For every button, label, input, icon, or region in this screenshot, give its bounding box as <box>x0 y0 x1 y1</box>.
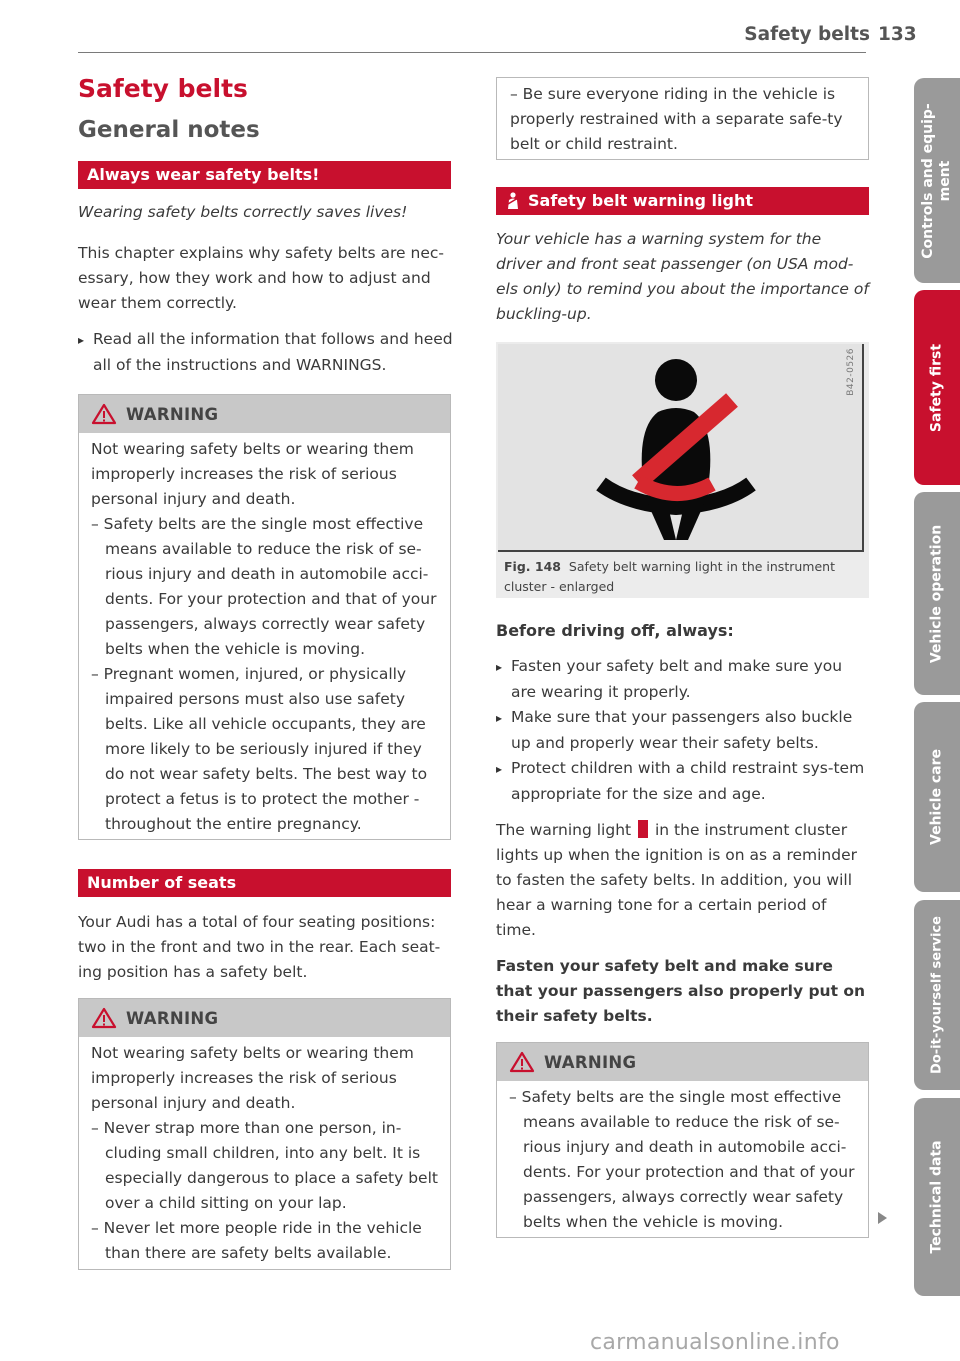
warning-item: – Never let more people ride in the vehicle than there are safety belts available. <box>91 1219 422 1262</box>
warning-box-2 <box>78 998 451 1270</box>
figure-image-panel <box>498 344 864 552</box>
before-driving-subhead: Before driving off, always: <box>496 621 734 640</box>
tab-vehicle-care[interactable] <box>914 702 960 892</box>
chapter-intro-paragraph: This chapter explains why safety belts are nec-essary, how they work and how to adjust and wear them correctly. <box>78 244 444 312</box>
warning-triangle-icon <box>91 403 117 425</box>
warning-header <box>79 395 450 433</box>
header-rule <box>78 52 866 53</box>
warning-triangle-icon <box>91 1007 117 1029</box>
warning-box-1 <box>78 394 451 840</box>
tab-label: Vehicle care <box>928 749 945 845</box>
warning-header <box>497 1043 868 1081</box>
warning-item: – Pregnant women, injured, or physically impaired persons must also use safety belts. Like all vehicle occupants, they are more likely to be seriously injured if they do not wear safety belts. The best way to protect a fetus is to protect the mother - throughout the entire pregnancy. <box>91 665 428 833</box>
fasten-bold-paragraph: Fasten your safety belt and make sure that your passengers also properly put on their safety belts. <box>496 957 866 1025</box>
read-info-bullet: ▸ Read all the information that follows and heed all of the instructions and WARNINGS. <box>78 327 466 378</box>
chapter-title: Safety belts <box>78 74 248 103</box>
continued-note-box: – Be sure everyone riding in the vehicle is properly restrained with a separate safe-ty belt or child restraint. <box>496 77 869 160</box>
subsection-bar-number-of-seats: Number of seats <box>78 869 451 897</box>
subsection-bar-always-wear: Always wear safety belts! <box>78 161 451 189</box>
tab-label: Safety first <box>928 343 945 432</box>
tab-safety-first[interactable] <box>914 290 960 485</box>
figure-caption-label: Fig. 148 <box>504 559 561 574</box>
tab-label: Vehicle operation <box>928 524 945 663</box>
intro-italic: Wearing safety belts correctly saves lives! <box>78 203 408 221</box>
list-item: ▸ Make sure that your passengers also buckle up and properly wear their safety belts. <box>496 705 870 756</box>
before-driving-list <box>496 654 870 807</box>
paragraph-text: The warning light <box>496 821 632 839</box>
warning-intro: Not wearing safety belts or wearing them improperly increases the risk of serious personal injury and death. <box>91 440 414 508</box>
warning-intro: Not wearing safety belts or wearing them improperly increases the risk of serious personal injury and death. <box>91 1044 414 1112</box>
warning-item: – Safety belts are the single most effective means available to reduce the risk of se-rious injury and death in automobile acci-dents. For your protection and that of your passengers, always correctly wear safety belts when the vehicle is moving. <box>509 1088 855 1231</box>
seatbelt-warning-light-icon <box>638 820 648 838</box>
tab-label: Controls and equip- ment <box>920 102 953 259</box>
section-title: General notes <box>78 117 260 143</box>
warning-header <box>79 999 450 1037</box>
tab-controls-and-equipment[interactable] <box>914 78 960 283</box>
subsection-bar-warning-light <box>496 187 869 215</box>
figure-caption <box>504 557 859 597</box>
warning-label: WARNING <box>126 404 219 424</box>
figure-code: B42-0526 <box>846 348 856 396</box>
warning-triangle-icon <box>509 1051 535 1073</box>
paragraph-text: in the instrument cluster lights up when the ignition is on as a reminder to fasten the safety belts. In addition, you will hear a warning tone for a certain period of time. <box>496 821 858 939</box>
continued-arrow-icon <box>878 1212 887 1224</box>
running-header-title: Safety belts <box>744 24 870 45</box>
list-item: ▸ Protect children with a child restraint sys-tem appropriate for the size and age. <box>496 756 870 807</box>
warning-label: WARNING <box>126 1008 219 1028</box>
seatbelt-warning-symbol-icon <box>498 344 862 550</box>
seatbelt-icon <box>505 192 521 210</box>
tab-label: Technical data <box>928 1140 945 1254</box>
warning-light-paragraph <box>496 818 870 943</box>
figure-148 <box>496 342 869 598</box>
warning-system-intro: Your vehicle has a warning system for the driver and front seat passenger (on USA mod-els only) to remind you about the importance of buckling-up. <box>496 230 869 323</box>
tab-technical-data[interactable] <box>914 1098 960 1296</box>
tab-vehicle-operation[interactable] <box>914 492 960 695</box>
page-number: 133 <box>878 24 917 45</box>
seats-paragraph: Your Audi has a total of four seating positions: two in the front and two in the rear. Each seat-ing position has a safety belt. <box>78 913 441 981</box>
subsection-bar-label: Safety belt warning light <box>528 191 754 210</box>
figure-caption-text: Safety belt warning light in the instrument cluster - enlarged <box>504 559 835 594</box>
warning-item: – Safety belts are the single most effective means available to reduce the risk of se-rious injury and death in automobile acci-dents. For your protection and that of your passengers, always correctly wear safety belts when the vehicle is moving. <box>91 515 437 658</box>
list-item: ▸ Fasten your safety belt and make sure you are wearing it properly. <box>496 654 870 705</box>
warning-box-3 <box>496 1042 869 1238</box>
tab-label: Do-it-yourself service <box>929 916 945 1074</box>
tab-do-it-yourself-service[interactable] <box>914 900 960 1090</box>
warning-label: WARNING <box>544 1052 637 1072</box>
warning-item: – Never strap more than one person, in-cluding small children, into any belt. It is especially dangerous to place a safety belt over a child sitting on your lap. <box>91 1119 438 1212</box>
watermark: carmanualsonline.info <box>590 1330 840 1355</box>
